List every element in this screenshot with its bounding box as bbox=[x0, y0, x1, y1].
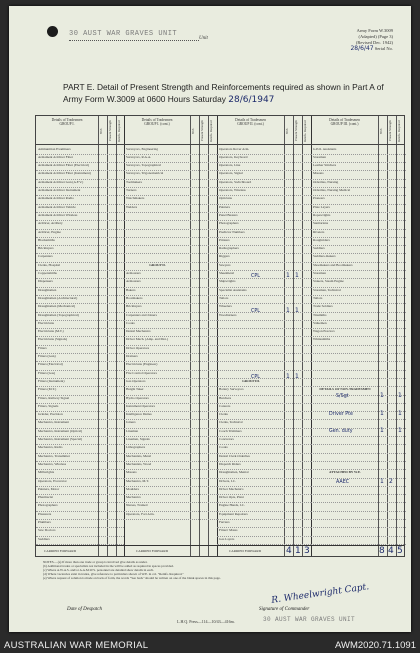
note-line: (c) Where A.W.A.S. and/or A.A.M.W.S. personnel are detailed show details in each. bbox=[43, 568, 154, 573]
trade-label: Coppersmiths bbox=[38, 272, 57, 275]
trade-label: GROUP II. bbox=[149, 263, 166, 267]
form-revised: (Revised Dec. 1942) bbox=[355, 40, 393, 45]
row-rule bbox=[311, 361, 406, 362]
unit-label: Unit bbox=[199, 36, 208, 41]
entry-rank: AAEC bbox=[336, 480, 350, 485]
trade-label: Cooks bbox=[126, 321, 135, 325]
trade-label: Moulders bbox=[126, 487, 139, 491]
entry-rank: Driver Pte bbox=[329, 412, 354, 417]
trade-label: Surveyors, Engineering bbox=[126, 147, 159, 151]
note-line: NOTES.—(a) If more than one trade or group is involved give details as under. bbox=[43, 560, 148, 564]
trade-label: Fitters (Instrument) bbox=[38, 379, 65, 383]
trade-label: Surveyors, Trigonometrical bbox=[126, 172, 164, 176]
trade-label: Mechanics, Instrument (Optical) bbox=[38, 429, 83, 433]
form-notes bbox=[43, 560, 403, 580]
trade-label: Fitters (Electrical) bbox=[38, 363, 63, 367]
trade-label: ATTACHED BY W.E. bbox=[329, 471, 361, 475]
trade-label: Plate Layers bbox=[313, 205, 330, 209]
punch-hole bbox=[47, 26, 58, 37]
row-rule bbox=[311, 353, 406, 354]
trade-label: Mechanists, Wood bbox=[126, 462, 152, 466]
row-rule bbox=[311, 527, 406, 528]
trade-label: Draughtsmen bbox=[38, 288, 57, 292]
trade-label: Specialist Assistants bbox=[219, 288, 247, 292]
note-line: (d) Where vacancies exist in trades, give reference to particulars shown of W.E. in col. "Reinfs. Required." bbox=[43, 572, 184, 577]
trade-label: Gas Operators bbox=[126, 379, 146, 383]
trade-label: Woodturners bbox=[219, 313, 237, 317]
trade-label: Storemen bbox=[313, 272, 326, 275]
trade-label: GROUP III. bbox=[242, 379, 260, 383]
caption-bar bbox=[0, 637, 420, 653]
trade-label: Fire Control Operators bbox=[126, 371, 157, 375]
trade-label: Fitters (Gun) bbox=[38, 355, 56, 358]
trade-label: DETAILS OF NON-TRADESMEN bbox=[319, 388, 371, 392]
trade-label: Pharmacist bbox=[38, 496, 54, 500]
trade-label: Stokers, Steam Engine bbox=[313, 280, 344, 284]
total-we: 4 bbox=[286, 546, 292, 556]
trade-label: Armament Artificer Instrument bbox=[38, 189, 81, 192]
trade-label: Artificer, Engine bbox=[38, 230, 61, 234]
trade-label: Surveyors, R.A.A. bbox=[126, 155, 152, 159]
trade-label: Carpenters bbox=[38, 255, 53, 259]
trade-label: Grinder, Precision bbox=[38, 413, 63, 417]
trade-label: Turners bbox=[126, 189, 137, 192]
trade-label: Lineman bbox=[126, 429, 139, 433]
trade-label: Electricians (M.T.) bbox=[38, 330, 64, 334]
entry-rank: CPL bbox=[251, 375, 260, 380]
entry-rank: CPL bbox=[251, 274, 260, 279]
trade-label: Instrument Operators bbox=[126, 404, 155, 408]
trade-label: Surveyors, Topographical bbox=[126, 164, 161, 168]
entry-present: 1 bbox=[398, 392, 402, 399]
entry-we: 1 bbox=[380, 392, 384, 399]
row-rule bbox=[311, 453, 406, 454]
trade-label: Dispensers bbox=[38, 280, 53, 284]
header-group3: Details of Tradesmen GROUP III. (cont.) bbox=[329, 118, 360, 127]
trade-label: Orderlies, Nursing bbox=[313, 180, 339, 184]
header-reinf: Reinfs. Required bbox=[209, 120, 213, 142]
trade-label: Cooks bbox=[219, 446, 228, 450]
trade-label: Fitters' Mates bbox=[219, 529, 238, 533]
trade-label: Operators Rover Artn. bbox=[219, 147, 250, 151]
trade-label: Linemen, Signals bbox=[126, 438, 150, 441]
entry-rank: CPL bbox=[251, 309, 260, 314]
trade-label: Bricklayers bbox=[126, 305, 142, 309]
trade-label: Wheelers bbox=[219, 305, 232, 309]
caption-right: AWM2020.71.1091 bbox=[335, 640, 416, 651]
trade-label: Joiners bbox=[126, 421, 136, 425]
trade-label: Draughtsmen (Mechanical) bbox=[38, 305, 76, 309]
trade-label: Operators, Excavator bbox=[38, 479, 67, 483]
title-text: PART E. Detail of Present Strength and Reinforcements required as shown in Part A of Army Form W.3009 at 0600 Hours Saturday bbox=[63, 82, 384, 104]
trade-label: Coach Trimmers bbox=[219, 429, 242, 433]
trade-label: Opticians bbox=[219, 197, 232, 201]
trade-label: Artificer, Artillery bbox=[38, 222, 63, 226]
form-sheet bbox=[9, 6, 411, 632]
trade-label: Mechanics, Instrument (Special) bbox=[38, 438, 83, 441]
trade-label: Painters, Motor bbox=[38, 487, 60, 491]
trade-label: Ropewrights bbox=[313, 213, 331, 217]
row-rule bbox=[217, 328, 311, 329]
row-rule bbox=[217, 370, 311, 371]
trade-label: Fitters, Signals bbox=[38, 404, 59, 408]
trade-label: Draughtsmen (Topographical) bbox=[38, 313, 79, 317]
entry-we: 1 bbox=[286, 272, 290, 279]
trade-label: Gas Layers bbox=[219, 537, 235, 541]
row-rule bbox=[124, 245, 217, 246]
trade-label: Storemen bbox=[313, 155, 326, 159]
row-rule bbox=[311, 370, 406, 371]
trade-label: Trade Soldiers bbox=[313, 305, 333, 309]
trade-label: Mechanics, Wireless bbox=[38, 462, 67, 466]
entry-we: 1 bbox=[380, 410, 384, 417]
trade-label: Electricians bbox=[38, 321, 55, 325]
header-reinf: Reinfs. Required bbox=[397, 120, 401, 142]
trade-label: Operators, Switchboard bbox=[219, 180, 252, 184]
trade-label: Predictor Numbers bbox=[219, 230, 245, 234]
trade-label: Armament Artificer Gun (A.F.V.) bbox=[38, 180, 84, 184]
form-adapted: (Adapted) (Page 3) bbox=[358, 34, 393, 39]
trade-label: Bakers bbox=[126, 288, 136, 292]
trade-label: Bootmakers bbox=[126, 296, 143, 300]
trade-label: Fitters (Gas) bbox=[38, 371, 56, 375]
trade-label: Dental Clerk Orderlies bbox=[219, 454, 250, 458]
trade-label: Sawyers bbox=[219, 263, 231, 267]
trade-label: Shipwrights bbox=[219, 280, 236, 284]
trade-label: Clerks, Hospital bbox=[38, 263, 61, 267]
trade-label: Mechanics, Instrument bbox=[38, 421, 70, 425]
row-rule bbox=[311, 519, 406, 520]
trade-label: Valuemen bbox=[313, 321, 327, 325]
entry-we: 1 bbox=[380, 478, 384, 485]
entry-present: 2 bbox=[389, 478, 393, 485]
trade-label: Operators, Signal bbox=[219, 172, 243, 176]
trade-label: Panel Beaters bbox=[219, 213, 238, 217]
row-rule bbox=[311, 436, 406, 437]
trade-label: Intelligence Duties bbox=[126, 413, 152, 417]
row-rule bbox=[311, 536, 406, 537]
header-we: W.E. bbox=[191, 127, 195, 135]
trade-label: Driver Mech. (Amp. and Mot.) bbox=[126, 338, 169, 342]
header-present: Present Strength bbox=[108, 120, 112, 142]
header-present: Present Strength bbox=[200, 120, 204, 142]
unit-line bbox=[69, 40, 199, 41]
trade-label: Battery Surveyors bbox=[219, 388, 244, 392]
row-rule bbox=[124, 237, 217, 238]
entry-present: 1 bbox=[295, 272, 299, 279]
row-rule bbox=[311, 494, 406, 495]
row-rule bbox=[124, 220, 217, 221]
entry-present: 1 bbox=[398, 410, 402, 417]
entry-rank: S/Sgt bbox=[336, 394, 349, 399]
printer-imprint: L.H.Q. Press—114—10/43—416m. bbox=[177, 619, 235, 624]
trade-label: Sanitarians bbox=[313, 222, 329, 226]
trade-label: Fitters, Railway Signal bbox=[38, 396, 70, 400]
trade-label: Saddlers-makers bbox=[313, 255, 336, 259]
trade-label: Printers bbox=[219, 238, 230, 242]
trade-label: Storemen, Technical bbox=[313, 288, 341, 292]
unit-stamp-bottom: 30 AUST WAR GRAVES UNIT bbox=[263, 616, 356, 623]
trade-label: Electricians (Signals) bbox=[38, 338, 68, 342]
header-we: W.E. bbox=[379, 127, 383, 135]
row-rule bbox=[217, 361, 311, 362]
header-group2: Details of Tradesmen GROUP II. (cont.) bbox=[235, 118, 266, 127]
date-of-despatch-label: Date of Despatch bbox=[67, 607, 102, 612]
entry-present: 1 bbox=[295, 307, 299, 314]
trade-label: Wagon Erectors bbox=[313, 330, 335, 334]
carried-forward-label: CARRIED FORWARD bbox=[136, 550, 169, 553]
trade-label: Radiographers bbox=[219, 247, 239, 251]
trade-label: Photographers bbox=[219, 222, 239, 226]
trade-label: Saddlers bbox=[38, 537, 50, 541]
trade-label: Bricklayers bbox=[38, 247, 54, 251]
trade-label: G.P.O. Assistants bbox=[313, 147, 337, 151]
total-reinf: 3 bbox=[304, 546, 310, 556]
trade-label: Concretors bbox=[219, 438, 234, 441]
note-line: (e) Where request of solution is made on back of form, the words "See back" should be written on one of the blank spaces in this page. bbox=[43, 576, 221, 581]
trade-label: Photographers bbox=[38, 504, 58, 508]
trade-label: Draughtsmen, Mental bbox=[219, 471, 249, 475]
header-group1: Details of Tradesmen GROUP I. bbox=[51, 118, 83, 127]
trade-label: Clerks, Technical bbox=[219, 421, 243, 425]
trade-label: Masons bbox=[313, 172, 324, 176]
total-present: 4 bbox=[388, 546, 394, 556]
caption-left: AUSTRALIAN WAR MEMORIAL bbox=[4, 640, 149, 651]
form-reference bbox=[350, 28, 393, 52]
trade-label: Blacksmiths bbox=[38, 238, 55, 242]
row-rule bbox=[311, 428, 406, 429]
trade-label: Butchers bbox=[219, 396, 232, 400]
trade-label: Hydro Operators bbox=[126, 396, 149, 400]
trade-label: Height Taker bbox=[126, 388, 144, 392]
total-reinf: 5 bbox=[397, 546, 403, 556]
trade-label: Operators, Line bbox=[219, 164, 241, 168]
trade-label: Saw Doctors bbox=[38, 529, 56, 533]
trade-label: Orderlies, Nursing Medical bbox=[313, 189, 351, 192]
trade-label: Watchmakers bbox=[126, 197, 145, 201]
trade-label: Armament Artificer Vehicle bbox=[38, 205, 76, 209]
row-rule bbox=[311, 502, 406, 503]
entry-present: 1 bbox=[398, 427, 402, 434]
trade-label: Driver Mechanics bbox=[219, 487, 244, 491]
header-group1-cont: Details of Tradesmen GROUP I. (cont.) bbox=[141, 118, 173, 127]
trade-label: Armourers bbox=[126, 272, 141, 275]
trade-label: Mechanists, Metal bbox=[126, 454, 152, 458]
row-rule bbox=[311, 469, 406, 470]
trade-label: Drainers bbox=[126, 355, 138, 358]
trade-label: Plasterers bbox=[38, 512, 52, 516]
trade-label: Mechanics bbox=[126, 496, 141, 500]
trade-label: Leather Stitchers bbox=[313, 164, 337, 168]
trade-label: Roughriders bbox=[313, 238, 330, 242]
row-rule bbox=[311, 403, 406, 404]
form-date-handwritten: 28/6/47 bbox=[350, 45, 374, 52]
trade-label: Sheetmetal bbox=[219, 272, 235, 275]
serial-label: Serial No. bbox=[374, 46, 393, 51]
trade-label: Pioneers bbox=[313, 197, 325, 201]
row-rule bbox=[311, 386, 406, 387]
entry-we: 1 bbox=[380, 427, 384, 434]
trade-label: Armament Artificer Fitter (Electrical) bbox=[38, 164, 90, 168]
trade-label: Mechanics, Radio bbox=[38, 446, 63, 450]
trade-label: Engine Hands, I.C. bbox=[219, 504, 245, 508]
trade-label: Lithographers bbox=[126, 446, 146, 450]
strength-table bbox=[35, 115, 405, 557]
row-rule bbox=[217, 336, 311, 337]
row-rule bbox=[311, 411, 406, 412]
trade-label: Carpenters and Joiners bbox=[126, 313, 157, 317]
row-rule bbox=[311, 419, 406, 420]
entry-we: 1 bbox=[286, 373, 290, 380]
page-title bbox=[63, 82, 393, 106]
entry-rank: Gen. duty bbox=[329, 429, 353, 434]
trade-label: Dental Mechanics bbox=[126, 330, 151, 334]
trade-label: Fitters (M.T.) bbox=[38, 388, 57, 392]
trade-label: Clerks bbox=[219, 413, 228, 417]
row-rule bbox=[311, 444, 406, 445]
trade-label: Dispatch Riders bbox=[219, 462, 241, 466]
trade-label: Riggers bbox=[219, 255, 230, 259]
trade-label: Plumbers bbox=[38, 521, 51, 524]
carried-forward-label: CARRIED FORWARD bbox=[44, 550, 77, 553]
trade-label: Drivers, I.C. bbox=[219, 479, 236, 483]
trade-label: Draughtsmen (Architectural) bbox=[38, 296, 78, 300]
trade-label: Saddlers bbox=[313, 247, 325, 251]
unit-stamp: 30 AUST WAR GRAVES UNIT bbox=[69, 30, 178, 38]
entry-present: 1 bbox=[295, 373, 299, 380]
trade-label: Operators, Keyboard bbox=[219, 155, 248, 159]
trade-label: Driver Opts, Plant bbox=[219, 496, 244, 500]
title-date-handwritten: 28/6/1947 bbox=[228, 94, 275, 105]
trade-label: Operators, Fort Artn. bbox=[126, 512, 155, 516]
trade-label: Tailors bbox=[219, 296, 229, 300]
trade-label: Nurses, Trained bbox=[126, 504, 148, 508]
trade-label: Millwrights bbox=[38, 471, 55, 475]
trade-label: Riveters bbox=[313, 230, 325, 234]
trade-label: Caterers bbox=[219, 404, 231, 408]
header-we: W.E. bbox=[285, 127, 289, 135]
header-rule bbox=[36, 144, 404, 145]
header-we: W.E. bbox=[99, 127, 103, 135]
totals-rule bbox=[36, 545, 404, 546]
trade-label: Armourers bbox=[126, 280, 141, 284]
trade-label: Equipment Repairers bbox=[219, 512, 248, 516]
row-rule bbox=[311, 378, 406, 379]
signature-label: Signature of Commander bbox=[259, 607, 310, 612]
row-rule bbox=[217, 345, 311, 346]
trade-label: Shoemakers and Bootmakers bbox=[313, 263, 353, 267]
trade-label: Driver Operators bbox=[126, 346, 150, 350]
row-rule bbox=[124, 253, 217, 254]
form-number: Army Form W.3009 bbox=[356, 28, 393, 33]
carried-forward-label: CARRIED FORWARD bbox=[229, 550, 262, 553]
trade-label: Operators, Wireless bbox=[219, 189, 246, 192]
header-present: Present Strength bbox=[388, 120, 392, 142]
trade-label: Ammunition Examiners bbox=[38, 147, 71, 151]
trade-label: Mechanics, Transmitter bbox=[38, 454, 71, 458]
row-rule bbox=[311, 511, 406, 512]
header-reinf: Reinfs. Required bbox=[303, 120, 307, 142]
trade-label: Armament Artificer Fitter bbox=[38, 155, 74, 159]
trade-label: Whitesmiths bbox=[313, 338, 331, 342]
trade-label: Welders bbox=[126, 205, 138, 209]
trade-label: Tailors bbox=[313, 296, 323, 300]
trade-label: Electricians (Engineer) bbox=[126, 363, 158, 367]
row-rule bbox=[311, 461, 406, 462]
trade-label: Fitters bbox=[38, 346, 47, 350]
row-rule bbox=[311, 486, 406, 487]
row-rule bbox=[124, 262, 217, 263]
trade-label: Painters bbox=[219, 205, 230, 209]
row-rule bbox=[124, 229, 217, 230]
trade-label: Masons bbox=[126, 471, 137, 475]
trade-label: Tinsmiths bbox=[313, 313, 327, 317]
entry-we: 1 bbox=[286, 307, 290, 314]
trade-label: Armament Artificer Radio bbox=[38, 197, 74, 201]
trade-label: Armament Artificer Fitter (Instrument) bbox=[38, 172, 91, 176]
trade-label: Armament Artificer Wireless bbox=[38, 213, 78, 217]
header-reinf: Reinfs. Required bbox=[117, 120, 121, 142]
header-present: Present Strength bbox=[294, 120, 298, 142]
trade-label: Farriers bbox=[219, 521, 230, 524]
trade-label: Mechanics, M.T. bbox=[126, 479, 149, 483]
note-line: (b) Additional trades or specialists not included in the will be added as required in spaces provided. bbox=[43, 564, 174, 569]
trade-label: Toolmakers bbox=[126, 180, 142, 184]
total-present: 1 bbox=[295, 546, 301, 556]
total-we: 8 bbox=[379, 546, 385, 556]
row-rule bbox=[217, 353, 311, 354]
commander-signature: R. Wheelwright Capt. bbox=[270, 582, 370, 606]
